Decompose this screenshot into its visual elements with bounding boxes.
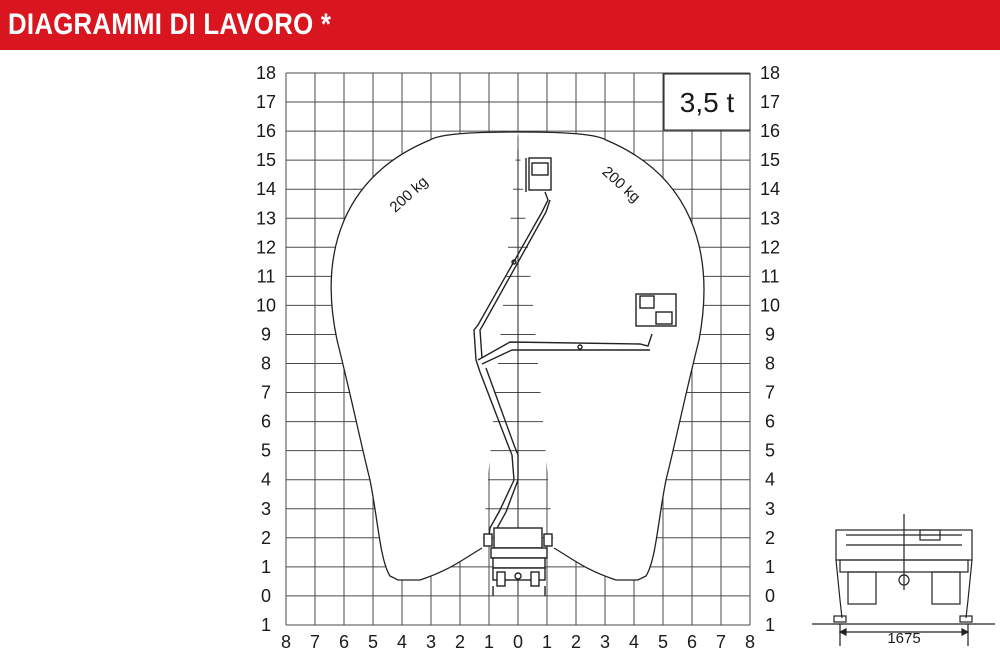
capacity-label-left: 200 kg xyxy=(386,173,432,217)
y-tick-label-right: 9 xyxy=(764,324,776,345)
y-tick-label-right: 7 xyxy=(764,382,776,403)
y-tick-label-left: 1 xyxy=(260,556,272,577)
y-tick-label-left: 7 xyxy=(260,382,272,403)
page-title: DIAGRAMMI DI LAVORO * xyxy=(8,8,332,41)
y-tick-label-left: 9 xyxy=(260,324,272,345)
y-tick-label-left: 12 xyxy=(255,237,277,258)
x-tick-label: 5 xyxy=(657,632,669,652)
y-tick-label-right: 16 xyxy=(759,121,781,142)
y-axis-right xyxy=(760,63,780,635)
y-tick-label-right: 3 xyxy=(764,498,776,519)
x-tick-label: 8 xyxy=(744,632,756,652)
y-tick-label-left: 16 xyxy=(255,121,277,142)
x-tick-label: 3 xyxy=(425,632,437,652)
x-tick-label: 0 xyxy=(512,632,524,652)
capacity-label-right: 200 kg xyxy=(598,163,644,207)
x-tick-label: 8 xyxy=(280,632,292,652)
x-tick-label: 6 xyxy=(686,632,698,652)
y-tick-label-right: 13 xyxy=(759,208,781,229)
x-tick-label: 1 xyxy=(541,632,553,652)
y-tick-label-left: 8 xyxy=(260,353,272,374)
y-tick-label-left: 6 xyxy=(260,411,272,432)
rear-view xyxy=(812,514,995,646)
y-tick-label-right: 15 xyxy=(759,150,781,171)
y-tick-label-right: 2 xyxy=(764,527,776,548)
x-tick-label: 7 xyxy=(309,632,321,652)
y-tick-label-left: 10 xyxy=(255,295,277,316)
y-tick-label-left: 4 xyxy=(260,469,272,490)
y-tick-label-left: 1 xyxy=(260,614,272,635)
y-tick-label-right: 18 xyxy=(759,63,781,83)
y-tick-label-right: 1 xyxy=(764,556,776,577)
y-tick-label-right: 12 xyxy=(759,237,781,258)
x-tick-label: 3 xyxy=(599,632,611,652)
y-tick-label-right: 10 xyxy=(759,295,781,316)
x-tick-label: 6 xyxy=(338,632,350,652)
y-tick-label-right: 17 xyxy=(759,92,781,113)
y-tick-label-left: 17 xyxy=(255,92,277,113)
y-tick-label-left: 11 xyxy=(256,266,276,287)
x-axis xyxy=(281,632,755,652)
x-tick-label: 2 xyxy=(454,632,466,652)
y-tick-label-left: 14 xyxy=(255,179,277,200)
y-axis-left xyxy=(256,63,276,635)
y-tick-label-right: 0 xyxy=(764,585,776,606)
track-width-label: 1675 xyxy=(887,630,921,647)
machine-weight-label: 3,5 t xyxy=(679,87,735,118)
y-tick-label-left: 13 xyxy=(255,208,277,229)
y-tick-label-left: 18 xyxy=(255,63,277,83)
x-tick-label: 2 xyxy=(570,632,582,652)
y-tick-label-right: 14 xyxy=(759,179,781,200)
y-tick-label-right: 4 xyxy=(764,469,776,490)
y-tick-label-left: 5 xyxy=(260,440,272,461)
y-tick-label-left: 15 xyxy=(255,150,277,171)
x-tick-label: 1 xyxy=(483,632,495,652)
y-tick-label-right: 6 xyxy=(764,411,776,432)
y-tick-label-right: 8 xyxy=(764,353,776,374)
y-tick-label-left: 3 xyxy=(260,498,272,519)
x-tick-label: 4 xyxy=(628,632,640,652)
x-tick-label: 4 xyxy=(396,632,408,652)
y-tick-label-left: 2 xyxy=(260,527,272,548)
y-tick-label-left: 0 xyxy=(260,585,272,606)
x-tick-label: 5 xyxy=(367,632,379,652)
y-tick-label-right: 11 xyxy=(760,266,780,287)
y-tick-label-right: 1 xyxy=(764,614,776,635)
y-tick-label-right: 5 xyxy=(764,440,776,461)
x-tick-label: 7 xyxy=(715,632,727,652)
